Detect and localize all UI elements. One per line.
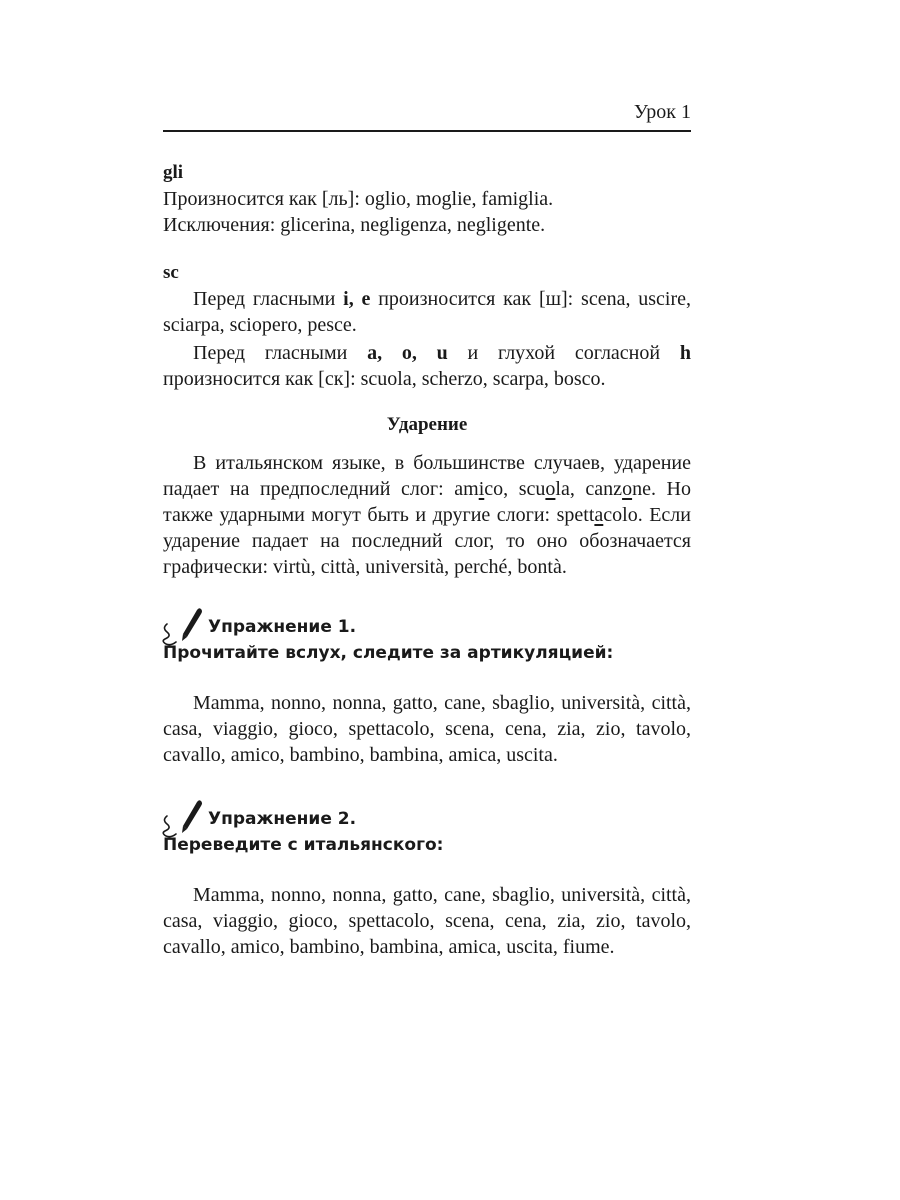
exercise-2-body — [163, 882, 691, 960]
page — [163, 98, 691, 960]
sc-rule-2: Перед гласными a, o, u и глухой согласной h произносится как [ск]: scuola, scherzo, scarpa, bosco. — [163, 342, 691, 390]
exercise-2 — [163, 806, 691, 960]
pen-writing-icon — [161, 606, 203, 650]
pen-writing-icon — [161, 798, 203, 842]
exercise-2-instruction: Переведите с итальянского: — [163, 835, 444, 855]
stress-paragraph: В итальянском языке, в большинстве случаев, ударение падает на предпоследний слог: amico, scuola, canzone. Но также ударными могут быть и другие слоги: spettacolo. Если ударение падает на последний слог, то оно обозначается графически: virtù, città, università, perché, bontà. — [163, 452, 691, 578]
sc-heading: sc — [163, 262, 179, 283]
exercise-2-text: Mamma, nonno, nonna, gatto, cane, sbaglio, università, città, casa, viaggio, gioco, spettacolo, scena, cena, zia, zio, tavolo, cavallo, amico, bambino, bambina, amica, uscita, fiume. — [163, 884, 691, 958]
gli-pronunciation: Произносится как [ль]: oglio, moglie, famiglia. — [163, 188, 554, 210]
exercise-1 — [163, 614, 691, 768]
exercise-1-title: Упражнение 1. — [208, 617, 357, 637]
running-head: Урок 1 — [633, 101, 691, 123]
stress-heading: Ударение — [386, 414, 468, 435]
exercise-1-body — [163, 690, 691, 768]
sc-rule-1: Перед гласными i, e произносится как [ш]: scena, uscire, sciarpa, sciopero, pesce. — [163, 288, 692, 336]
exercise-2-title: Упражнение 2. — [208, 809, 357, 829]
gli-heading: gli — [163, 162, 184, 183]
exercise-1-instruction: Прочитайте вслух, следите за артикуляцией: — [163, 643, 614, 663]
gli-exceptions: Исключения: glicerina, negligenza, negligente. — [163, 214, 546, 236]
header-rule — [163, 130, 691, 132]
exercise-1-text: Mamma, nonno, nonna, gatto, cane, sbaglio, università, città, casa, viaggio, gioco, spettacolo, scena, cena, zia, zio, tavolo, cavallo, amico, bambino, bambina, amica, uscita. — [163, 692, 691, 766]
